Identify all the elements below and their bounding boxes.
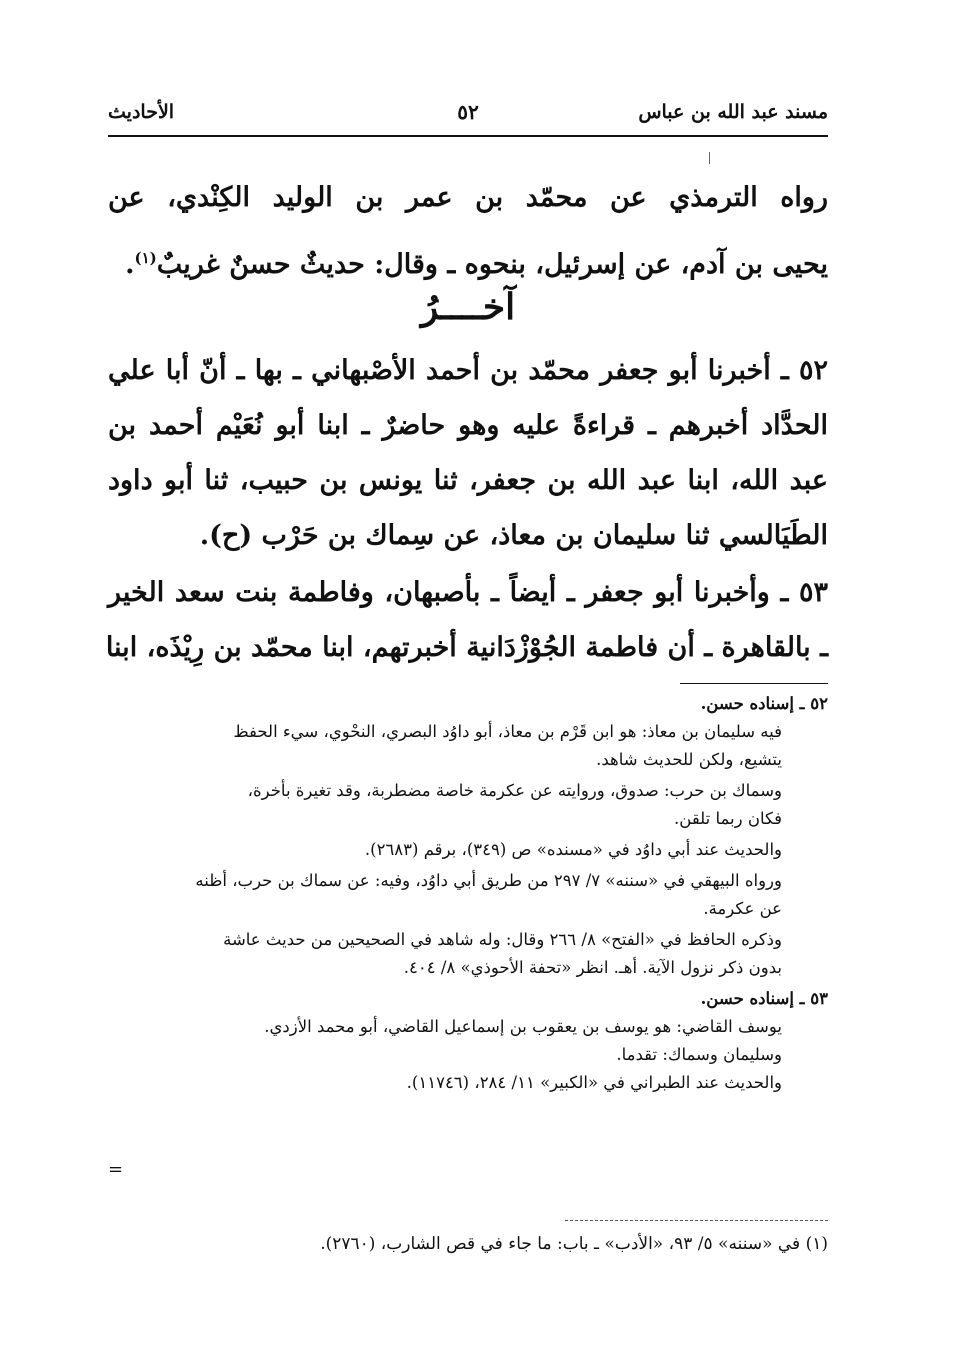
paragraph-hadith-52 — [108, 343, 828, 563]
footnote-ref: (١) — [134, 249, 157, 267]
note-line: فكان ربما تلقن. — [674, 809, 782, 828]
text-run: يحيى بن آدم، عن إسرئيل، بنحوه ـ وقال: حديثٌ حسنٌ غريبٌ — [156, 249, 828, 280]
text-line: ـ بالقاهرة ـ أن فاطمة الجُوْزْدَانية أخبرتهم، ابنا محمّد بن رِيْذَه، ابنا — [105, 632, 828, 663]
text-line: الطَيَالسي ثنا سليمان بن معاذ، عن سِماك بن حَرْب (ح). — [199, 520, 828, 551]
note-line: يتشيع، ولكن للحديث شاهد. — [596, 750, 782, 769]
header-section-title: الأحاديث — [108, 101, 175, 123]
footnote-1: (١) في «سننه» ٥/ ٩٣، «الأدب» ـ باب: ما جاء في قص الشارب، (٢٧٦٠). — [320, 1234, 828, 1254]
commentary-notes — [108, 690, 828, 1097]
note-line: وسماك بن حرب: صدوق، وروايته عن عكرمة خاصة مضطربة، وقد تغيرة بأخرة، — [247, 781, 782, 800]
note-line: بدون ذكر نزول الآية. أهـ. انظر «تحفة الأحوذي» ٨/ ٤٠٤. — [403, 958, 782, 977]
note-53-heading: ٥٣ ـ إسناده حسن. — [700, 989, 828, 1008]
text-line: عبد الله، ابنا عبد الله بن جعفر، ثنا يونس بن حبيب، ثنا أبو داود — [108, 465, 828, 496]
text-line: ٥٢ ـ أخبرنا أبو جعفر محمّد بن أحمد الأصْبهاني ـ بها ـ أنّ أبا علي — [108, 355, 828, 386]
running-header — [108, 92, 828, 132]
note-line: يوسف القاضي: هو يوسف بن يعقوب بن إسماعيل القاضي، أبو محمد الأزدي. — [264, 1017, 782, 1036]
note-line: ورواه البيهقي في «سننه» ٧/ ٢٩٧ من طريق أبي داوُد، وفيه: عن سماك بن حرب، أظنه — [195, 871, 782, 890]
text-line: الحدَّاد أخبرهم ـ قراءةً عليه وهو حاضرٌ ـ ابنا أبو نُعَيْم أحمد بن — [108, 410, 828, 441]
header-rule — [108, 135, 828, 137]
text-line: رواه الترمذي عن محمّد بن عمر بن الوليد الكِنْدي، عن — [108, 182, 828, 213]
header-book-title: مسند عبد الله بن عباس — [638, 101, 828, 123]
page-number: ٥٢ — [457, 100, 479, 124]
footnote-separator — [565, 1220, 828, 1221]
paragraph-tirmidhi — [108, 168, 828, 288]
text-line: ٥٣ ـ وأخبرنا أبو جعفر ـ أيضاً ـ بأصبهان، وفاطمة بنت سعد الخير — [108, 577, 828, 608]
note-52-heading: ٥٢ ـ إسناده حسن. — [700, 694, 828, 713]
note-line: وذكره الحافظ في «الفتح» ٨/ ٢٦٦ وقال: وله شاهد في الصحيحين من حديث عاشة — [223, 930, 782, 949]
margin-mark — [709, 152, 710, 164]
section-heading: آخــــرُ — [420, 286, 516, 328]
paragraph-hadith-53 — [105, 565, 828, 675]
text-line — [108, 228, 828, 288]
note-line: عن عكرمة. — [703, 899, 782, 918]
text-run: . — [125, 249, 135, 280]
note-line: والحديث عند الطبراني في «الكبير» ١١/ ٢٨٤، (١١٧٤٦). — [406, 1073, 782, 1092]
note-line: وسليمان وسماك: تقدما. — [616, 1045, 782, 1064]
continuation-mark: = — [108, 1159, 124, 1180]
note-line: والحديث عند أبي داوُد في «مسنده» ص (٣٤٩)، برقم (٢٦٨٣). — [364, 840, 782, 859]
notes-separator — [680, 683, 828, 684]
note-line: فيه سليمان بن معاذ: هو ابن قَرْم بن معاذ، أبو داوُد البصري، النحْوي، سيء الحفظ — [233, 722, 782, 741]
